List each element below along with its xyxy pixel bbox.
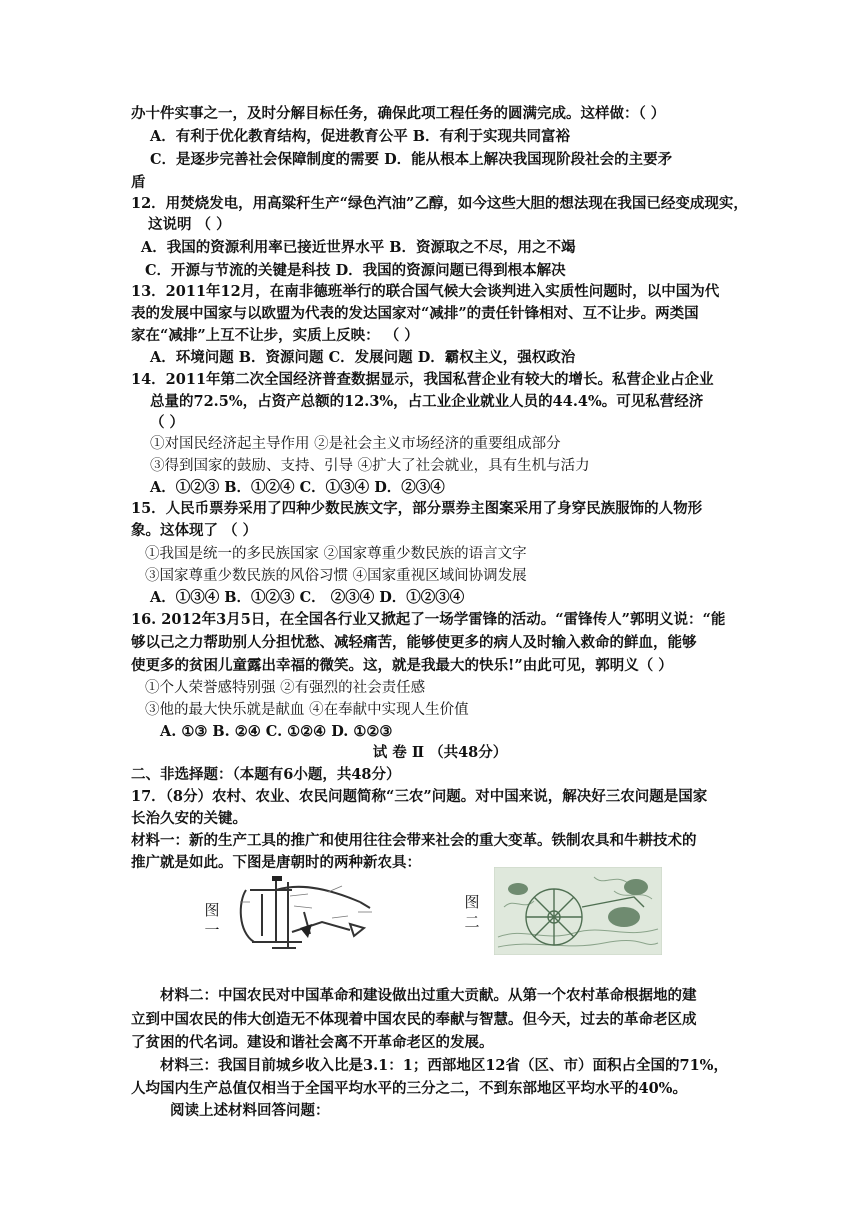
q17-material3-line1: 材料三：我国目前城乡收入比是3.1：1；西部地区12省（区、市）面积占全国的71%， — [160, 1057, 728, 1074]
figure1-label: 图一 — [204, 901, 220, 939]
q17-material2-line1: 材料二：中国农民对中国革命和建设做出过重大贡献。从第一个农村革命根据地的建 — [160, 987, 697, 1004]
q15-stem-line2: 象。这体现了 （ ） — [131, 522, 258, 539]
q13-stem-line3: 家在“减排”上互不让步，实质上反映： （ ） — [131, 327, 419, 344]
q14-options: A．①②③ B．①②④ C．①③④ D．②③④ — [150, 479, 445, 496]
q17-instruction: 阅读上述材料回答问题： — [170, 1102, 330, 1119]
q13-stem-line2: 表的发展中国家与以欧盟为代表的发达国家对“减排”的责任针锋相对、互不让步。两类国 — [131, 305, 699, 322]
q17-material2-line2: 立到中国农民的伟大创造无不体现着中国农民的奉献与智慧。但今天，过去的革命老区成 — [131, 1011, 697, 1028]
q12-options-ab: A．我国的资源利用率已接近世界水平 B．资源取之不尽，用之不竭 — [141, 239, 576, 256]
q17-material1-line2: 推广就是如此。下图是唐朝时的两种新农具： — [131, 854, 421, 871]
q16-items-12: ①个人荣誉感特别强 ②有强烈的社会责任感 — [145, 680, 426, 696]
q13-options: A．环境问题 B．资源问题 C．发展问题 D．霸权主义，强权政治 — [150, 349, 576, 366]
q14-items-34: ③得到国家的鼓励、支持、引导 ④扩大了社会就业，具有生机与活力 — [150, 458, 590, 474]
q13-stem-line1: 13．2011年12月，在南非德班举行的联合国气候大会谈判进入实质性问题时，以中国为代 — [131, 283, 720, 300]
q16-items-34: ③他的最大快乐就是献血 ④在奉献中实现人生价值 — [145, 702, 469, 718]
q12-stem-line2: 这说明 （ ） — [148, 216, 231, 233]
q11-options-cd-cont: 盾 — [131, 174, 146, 191]
q16-stem-line3: 使更多的贫困儿童露出幸福的微笑。这，就是我最大的快乐!”由此可见，郭明义（ ） — [131, 657, 673, 674]
q15-options: A．①③④ B．①②③ C． ②③④ D．①②③④ — [150, 589, 465, 606]
q11-continuation: 办十件实事之一，及时分解目标任务，确保此项工程任务的圆满完成。这样做：（ ） — [131, 105, 666, 122]
q16-options: A. ①③ B. ②④ C. ①②④ D. ①②③ — [160, 723, 393, 740]
q11-options-cd: C．是逐步完善社会保障制度的需要 D．能从根本上解决我国现阶段社会的主要矛 — [150, 151, 673, 168]
q17-material3-line2: 人均国内生产总值仅相当于全国平均水平的三分之二，不到东部地区平均水平的40%。 — [131, 1080, 687, 1097]
curved-plow-figure — [232, 872, 392, 964]
q11-options-ab: A．有利于优化教育结构，促进教育公平 B．有利于实现共同富裕 — [150, 128, 571, 145]
q12-stem-line1: 12．用焚烧发电，用高粱秆生产“绿色汽油”乙醇，如今这些大胆的想法现在我国已经变成现实， — [131, 195, 748, 212]
waterwheel-figure — [494, 867, 662, 955]
q15-items-34: ③国家尊重少数民族的风俗习惯 ④国家重视区域间协调发展 — [145, 568, 527, 584]
q12-options-cd: C．开源与节流的关键是科技 D．我国的资源问题已得到根本解决 — [145, 262, 566, 279]
q17-stem-line2: 长治久安的关键。 — [131, 810, 247, 827]
q17-material1-line1: 材料一：新的生产工具的推广和使用往往会带来社会的重大变革。铁制农具和牛耕技术的 — [131, 832, 697, 849]
q14-stem-line3: （ ） — [150, 414, 185, 431]
paper2-title: 试 卷 Ⅱ （共48分） — [372, 744, 508, 761]
q15-stem-line1: 15．人民币票券采用了四种少数民族文字，部分票券主图案采用了身穿民族服饰的人物形 — [131, 500, 703, 517]
figure2-label: 图二 — [464, 893, 480, 931]
q16-stem-line1: 16. 2012年3月5日，在全国各行业又掀起了一场学雷锋的活动。“雷锋传人”郭明义说：“能 — [131, 611, 726, 628]
q14-items-12: ①对国民经济起主导作用 ②是社会主义市场经济的重要组成部分 — [150, 436, 561, 452]
q14-stem-line2: 总量的72.5%，占资产总额的12.3%，占工业企业就业人员的44.4%。可见私营经济 — [150, 393, 704, 410]
q17-stem-line1: 17．（8分）农村、农业、农民问题简称“三农”问题。对中国来说，解决好三农问题是国家 — [131, 788, 708, 805]
section2-heading: 二、非选择题：（本题有6小题，共48分） — [131, 766, 401, 783]
q17-material2-line3: 了贫困的代名词。建设和谐社会离不开革命老区的发展。 — [131, 1034, 494, 1051]
q16-stem-line2: 够以己之力帮助别人分担忧愁、减轻痛苦，能够使更多的病人及时输入救命的鲜血，能够 — [131, 634, 697, 651]
q15-items-12: ①我国是统一的多民族国家 ②国家尊重少数民族的语言文字 — [145, 546, 527, 562]
q14-stem-line1: 14．2011年第二次全国经济普查数据显示，我国私营企业有较大的增长。私营企业占企业 — [131, 371, 714, 388]
